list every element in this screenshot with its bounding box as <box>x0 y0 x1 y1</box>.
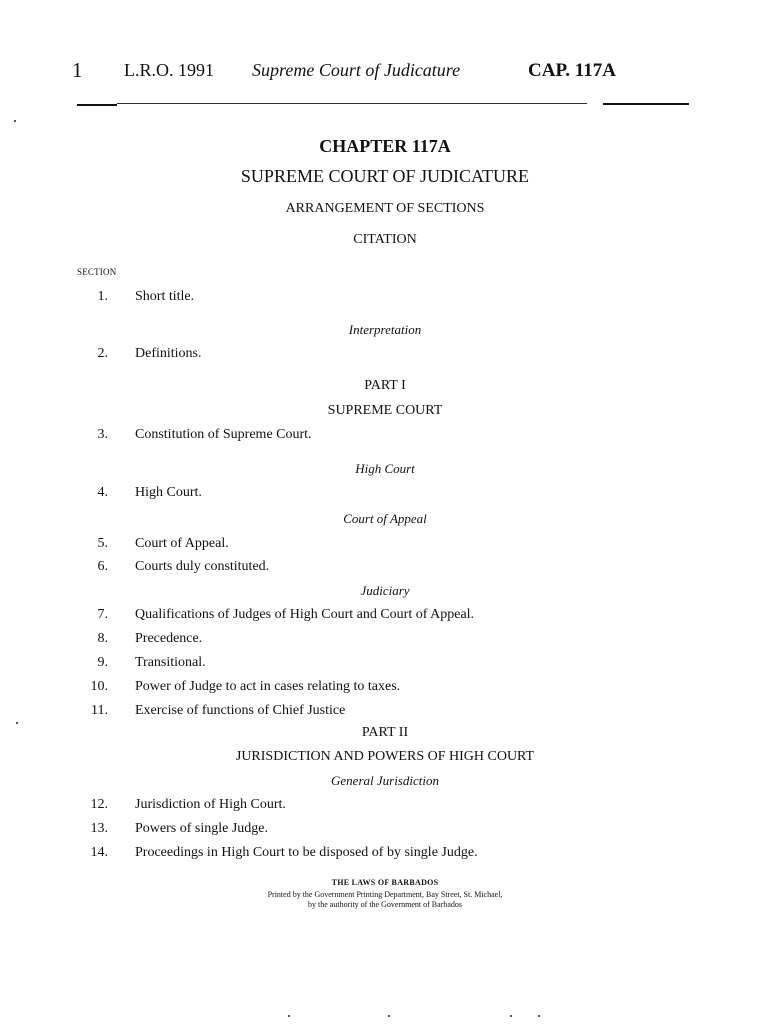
scan-speck <box>388 1015 390 1017</box>
section-number: 13. <box>90 821 108 836</box>
section-number: 11. <box>91 703 108 718</box>
scan-speck <box>14 120 16 122</box>
section-title: High Court. <box>135 485 202 500</box>
heading-jurisdiction-powers: JURISDICTION AND POWERS OF HIGH COURT <box>235 749 535 764</box>
scan-speck <box>538 1015 540 1017</box>
section-title: Short title. <box>135 289 195 304</box>
heading-general-jurisdiction: General Jurisdiction <box>331 773 439 788</box>
section-number: 9. <box>97 655 108 670</box>
lro-year: L.R.O. 1991 <box>124 60 214 80</box>
scan-speck <box>16 722 18 724</box>
section-title: Power of Judge to act in cases relating to taxes. <box>135 679 401 694</box>
header-rule-middle <box>117 103 587 104</box>
footer-laws-of-barbados: THE LAWS OF BARBADOS <box>331 878 439 887</box>
document-title: SUPREME COURT OF JUDICATURE <box>240 166 530 186</box>
section-number: 10. <box>90 679 108 694</box>
section-title: Courts duly constituted. <box>135 559 270 574</box>
footer-authority: by the authority of the Government of Barbados <box>308 900 462 909</box>
header-rule-left <box>77 104 117 106</box>
scan-speck <box>288 1015 290 1017</box>
section-number: 1. <box>97 289 108 304</box>
section-title: Court of Appeal. <box>135 536 229 551</box>
heading-supreme-court: SUPREME COURT <box>327 403 443 418</box>
scan-speck <box>510 1015 512 1017</box>
section-column-label: SECTION <box>77 267 117 277</box>
section-number: 5. <box>97 536 108 551</box>
section-title: Powers of single Judge. <box>135 821 268 836</box>
arrangement-heading: ARRANGEMENT OF SECTIONS <box>285 201 485 216</box>
running-title: Supreme Court of Judicature <box>252 60 461 80</box>
section-title: Qualifications of Judges of High Court and Court of Appeal. <box>135 607 475 622</box>
heading-interpretation: Interpretation <box>348 322 422 337</box>
section-number: 2. <box>97 346 108 361</box>
chapter-heading: CHAPTER 117A <box>319 136 451 156</box>
section-number: 8. <box>97 631 108 646</box>
heading-high-court: High Court <box>355 461 415 476</box>
section-number: 12. <box>90 797 108 812</box>
section-title: Proceedings in High Court to be disposed of by single Judge. <box>135 845 478 860</box>
section-title: Precedence. <box>135 631 203 646</box>
section-number: 7. <box>97 607 108 622</box>
page-number: 1 <box>72 58 83 82</box>
footer-printer: Printed by the Government Printing Department, Bay Street, St. Michael, <box>267 890 503 899</box>
section-number: 6. <box>97 559 108 574</box>
heading-judiciary: Judiciary <box>360 583 410 598</box>
section-title: Transitional. <box>135 655 206 670</box>
heading-court-of-appeal: Court of Appeal <box>343 511 427 526</box>
section-title: Exercise of functions of Chief Justice <box>135 703 346 718</box>
citation-heading: CITATION <box>353 232 417 247</box>
section-title: Definitions. <box>135 346 202 361</box>
header-rule-right <box>603 103 689 105</box>
heading-part-1: PART I <box>364 378 406 393</box>
section-number: 4. <box>97 485 108 500</box>
section-number: 14. <box>90 845 108 860</box>
section-title: Jurisdiction of High Court. <box>135 797 286 812</box>
section-number: 3. <box>97 427 108 442</box>
cap-number: CAP. 117A <box>528 60 616 81</box>
heading-part-2: PART II <box>361 725 409 740</box>
section-title: Constitution of Supreme Court. <box>135 427 312 442</box>
